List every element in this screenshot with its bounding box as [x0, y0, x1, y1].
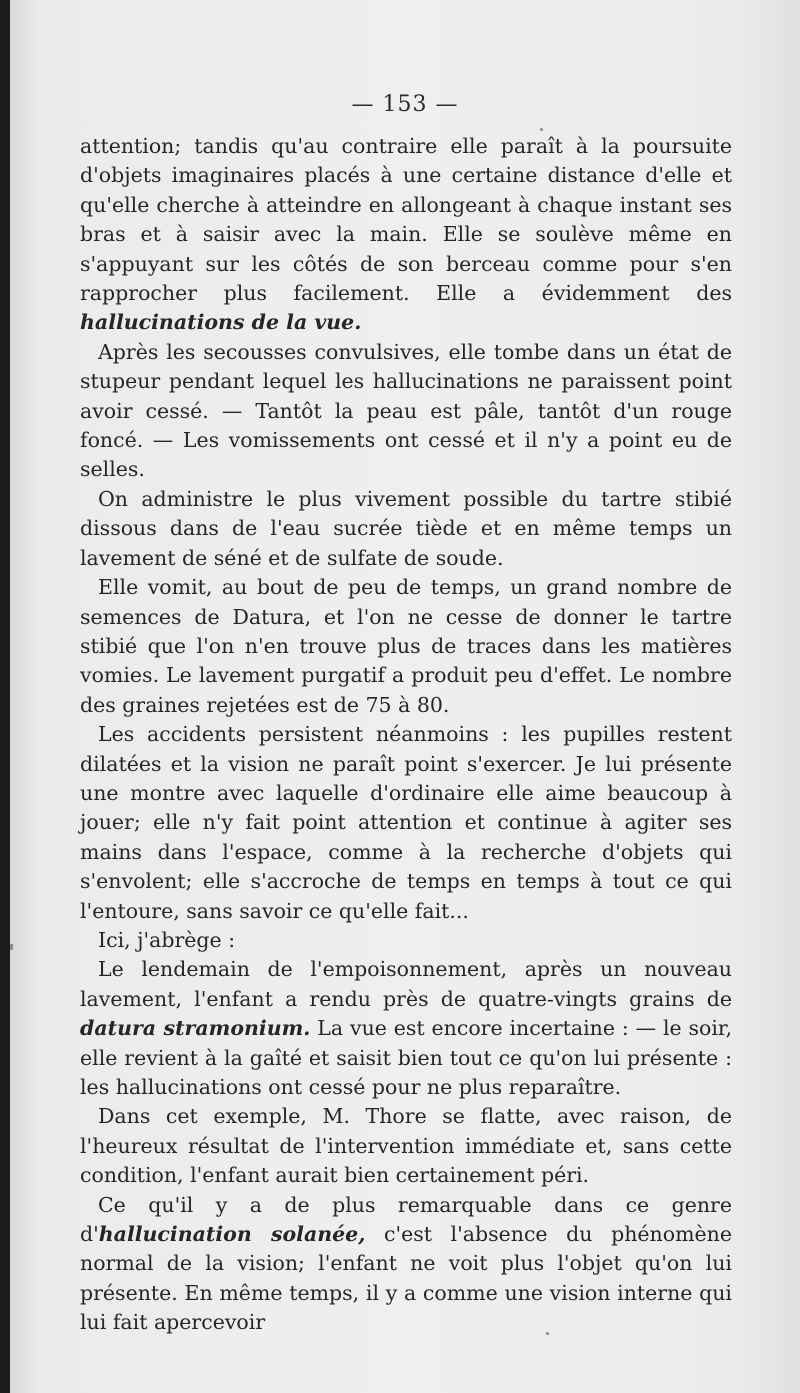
paper-speck	[546, 1332, 549, 1335]
paper-speck	[540, 128, 543, 131]
italic-run: datura stramonium.	[80, 1016, 311, 1041]
text-run: On administre le plus vivement possible du tartre stibié dissous dans de l'eau sucrée tiède et en même temps un lavement de séné et de sulfate de soude.	[80, 486, 732, 570]
paragraph	[80, 926, 732, 955]
body-text	[80, 132, 732, 1338]
italic-run: hallucination solanée,	[98, 1222, 366, 1247]
text-run: Elle vomit, au bout de peu de temps, un grand nombre de semences de Datura, et l'on ne cesse de donner le tartre stibié que l'on n'en trouve plus de traces dans les matières vomies. Le lavement purgatif a produit peu d'effet. Le nombre des graines rejetées est de 75 à 80.	[80, 575, 732, 717]
text-run: La vue est encore incertaine : — le soir, elle revient à la gaîté et saisit bien tout ce qu'on lui présente : les hallucinations ont cessé pour ne plus reparaître.	[80, 1016, 732, 1099]
text-run: c'est l'absence du phénomène normal de la vision; l'enfant ne voit plus l'objet qu'on lui présente. En même temps, il y a comme une vision interne qui lui fait apercevoir	[80, 1222, 732, 1335]
book-page	[10, 0, 800, 1393]
page-number: — 153 —	[351, 92, 459, 117]
paragraph	[80, 1102, 732, 1190]
paper-speck	[10, 944, 13, 950]
text-run: Ce qu'il y a de plus remarquable dans ce genre d'	[80, 1192, 732, 1247]
text-run: Le lendemain de l'empoisonnement, après un nouveau lavement, l'enfant a rendu près de quatre-vingts grains de	[80, 957, 732, 1011]
italic-run: hallucinations de la vue.	[80, 310, 362, 335]
paragraph	[80, 573, 732, 720]
paragraph	[80, 955, 732, 1102]
paragraph	[80, 338, 732, 485]
text-run: Les accidents persistent néanmoins : les pupilles restent dilatées et la vision ne paraît point s'exercer. Je lui présente une montre avec laquelle d'ordinaire elle aime beaucoup à jouer; elle n'y fait point attention et continue à agiter ses mains dans l'espace, comme à la recherche d'objets qui s'envolent; elle s'accroche de temps en temps à tout ce qui l'entoure, sans savoir ce qu'elle fait...	[80, 722, 732, 923]
text-run: Dans cet exemple, M. Thore se flatte, avec raison, de l'heureux résultat de l'intervention immédiate et, sans cette condition, l'enfant aurait bien certainement péri.	[80, 1104, 732, 1188]
paragraph	[80, 132, 732, 338]
text-run: Après les secousses convulsives, elle tombe dans un état de stupeur pendant lequel les hallucinations ne paraissent point avoir cessé. — Tantôt la peau est pâle, tantôt d'un rouge foncé. — Les vomissements ont cessé et il n'y a point eu de selles.	[80, 339, 732, 482]
paragraph	[80, 485, 732, 573]
paragraph	[80, 720, 732, 926]
text-run: Ici, j'abrège :	[98, 927, 236, 952]
text-run: attention; tandis qu'au contraire elle paraît à la poursuite d'objets imaginaires placés à une certaine distance d'elle et qu'elle cherche à atteindre en allongeant à chaque instant ses bras et à saisir avec la main. Elle se soulève même en s'appuyant sur les côtés de son berceau comme pour s'en rapprocher plus facilement. Elle a évidemment des	[80, 134, 732, 306]
paragraph	[80, 1191, 732, 1338]
